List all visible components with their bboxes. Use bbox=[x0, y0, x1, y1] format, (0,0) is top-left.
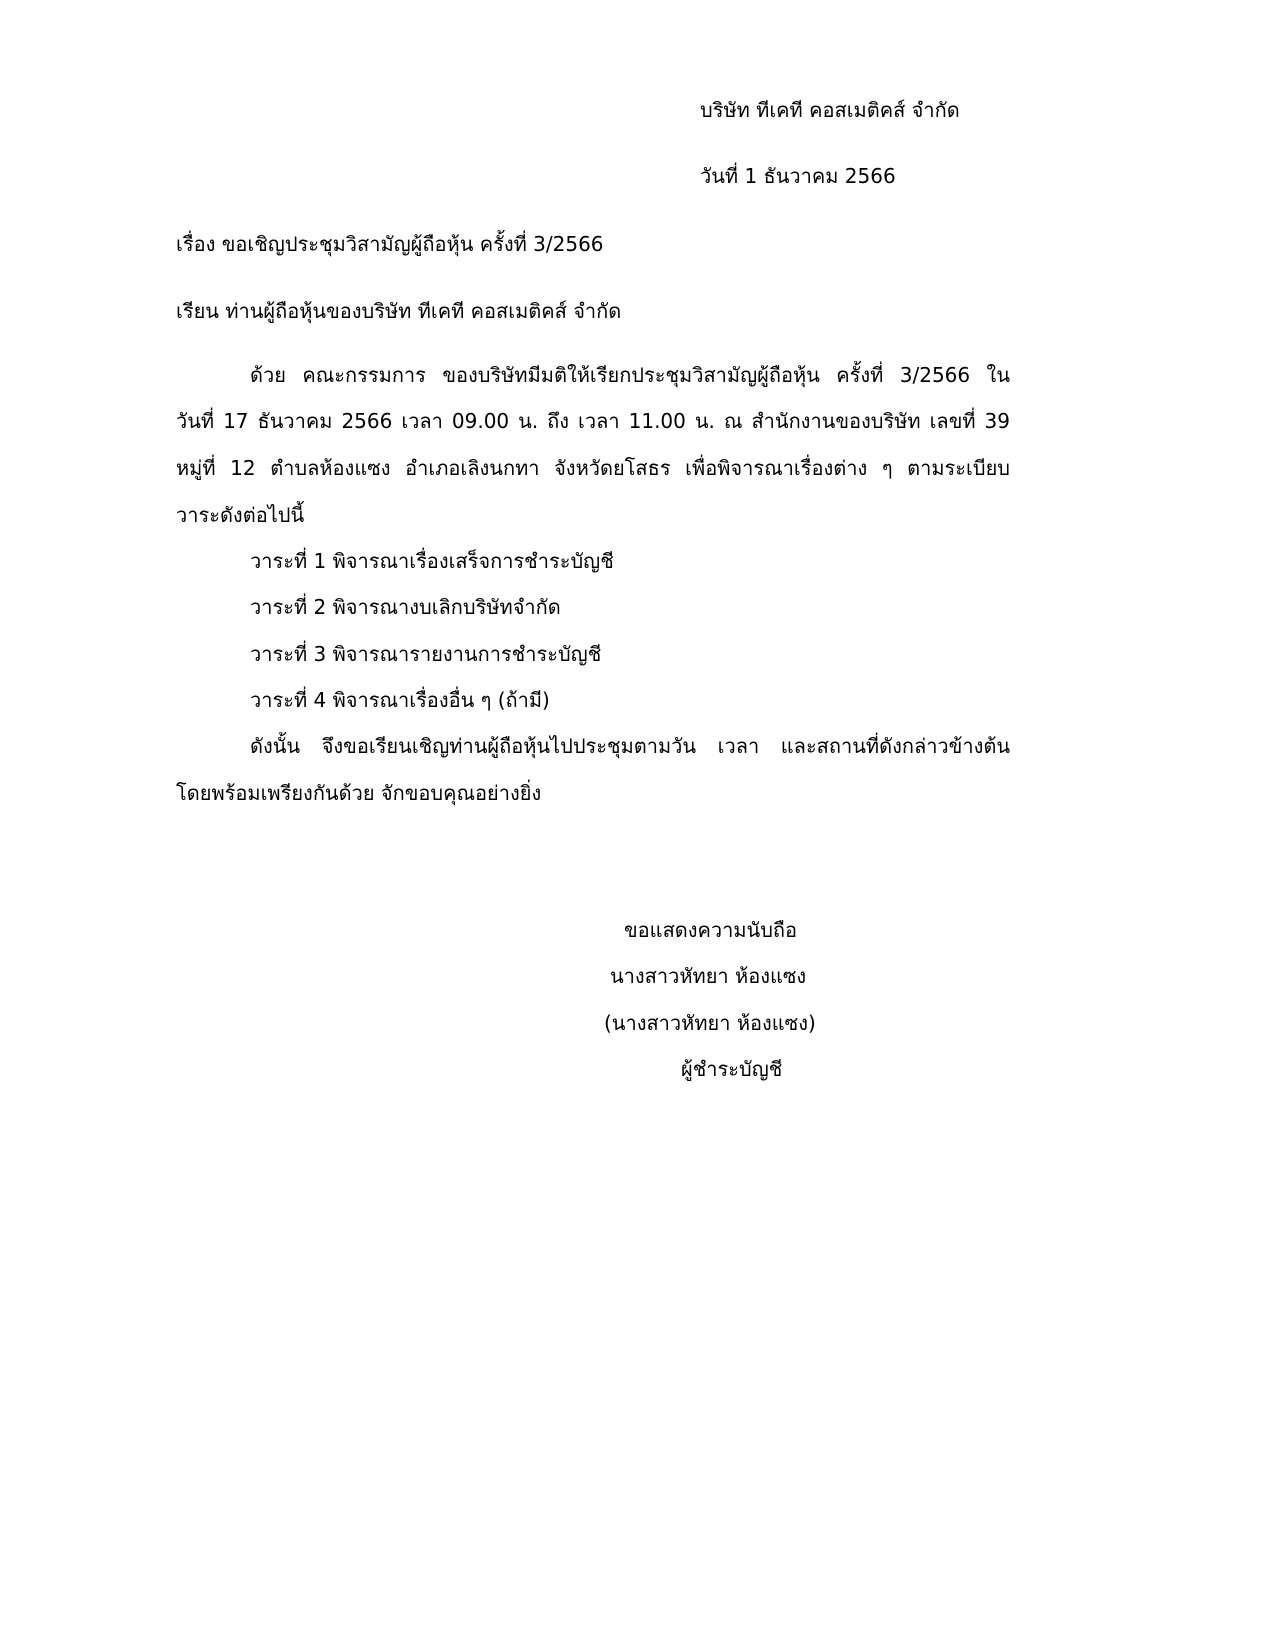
signature-role: ผู้ชำระบัญชี bbox=[681, 1057, 783, 1081]
subject-line: เรื่อง ขอเชิญประชุมวิสามัญผู้ถือหุ้น ครั้งที่ 3/2566 bbox=[176, 232, 604, 256]
agenda-item-4: วาระที่ 4 พิจารณาเรื่องอื่น ๆ (ถ้ามี) bbox=[250, 688, 550, 712]
closing-paragraph-line-2: โดยพร้อมเพรียงกันด้วย จักขอบคุณอย่างยิ่ง bbox=[176, 781, 542, 805]
body-paragraph-line-4: วาระดังต่อไปนี้ bbox=[176, 503, 305, 527]
signature-name: นางสาวหัทยา ห้องแซง bbox=[610, 964, 807, 988]
body-paragraph-line-1: ด้วย คณะกรรมการ ของบริษัทมีมติให้เรียกประชุมวิสามัญผู้ถือหุ้น ครั้งที่ 3/2566 ใน bbox=[250, 363, 1010, 387]
body-paragraph-line-3: หมู่ที่ 12 ตำบลห้องแซง อำเภอเลิงนกทา จังหวัดยโสธร เพื่อพิจารณาเรื่องต่าง ๆ ตามระเบียบ bbox=[176, 456, 1010, 480]
closing-paragraph-line-1: ดังนั้น จึงขอเรียนเชิญท่านผู้ถือหุ้นไปประชุมตามวัน เวลา และสถานที่ดังกล่าวข้างต้น bbox=[250, 734, 1010, 758]
agenda-item-3: วาระที่ 3 พิจารณารายงานการชำระบัญชี bbox=[250, 642, 602, 666]
body-paragraph-line-2: วันที่ 17 ธันวาคม 2566 เวลา 09.00 น. ถึง เวลา 11.00 น. ณ สำนักงานของบริษัท เลขที่ 39 bbox=[176, 409, 1010, 433]
company-header: บริษัท ทีเคที คอสเมติคส์ จำกัด bbox=[700, 98, 960, 122]
salutation-line: เรียน ท่านผู้ถือหุ้นของบริษัท ทีเคที คอสเมติคส์ จำกัด bbox=[176, 299, 622, 323]
signature-printed-name: (นางสาวหัทยา ห้องแซง) bbox=[604, 1011, 816, 1035]
agenda-item-1: วาระที่ 1 พิจารณาเรื่องเสร็จการชำระบัญชี bbox=[250, 549, 614, 573]
date-line: วันที่ 1 ธันวาคม 2566 bbox=[700, 164, 896, 188]
agenda-item-2: วาระที่ 2 พิจารณางบเลิกบริษัทจำกัด bbox=[250, 595, 561, 619]
signature-closing: ขอแสดงความนับถือ bbox=[624, 918, 798, 942]
